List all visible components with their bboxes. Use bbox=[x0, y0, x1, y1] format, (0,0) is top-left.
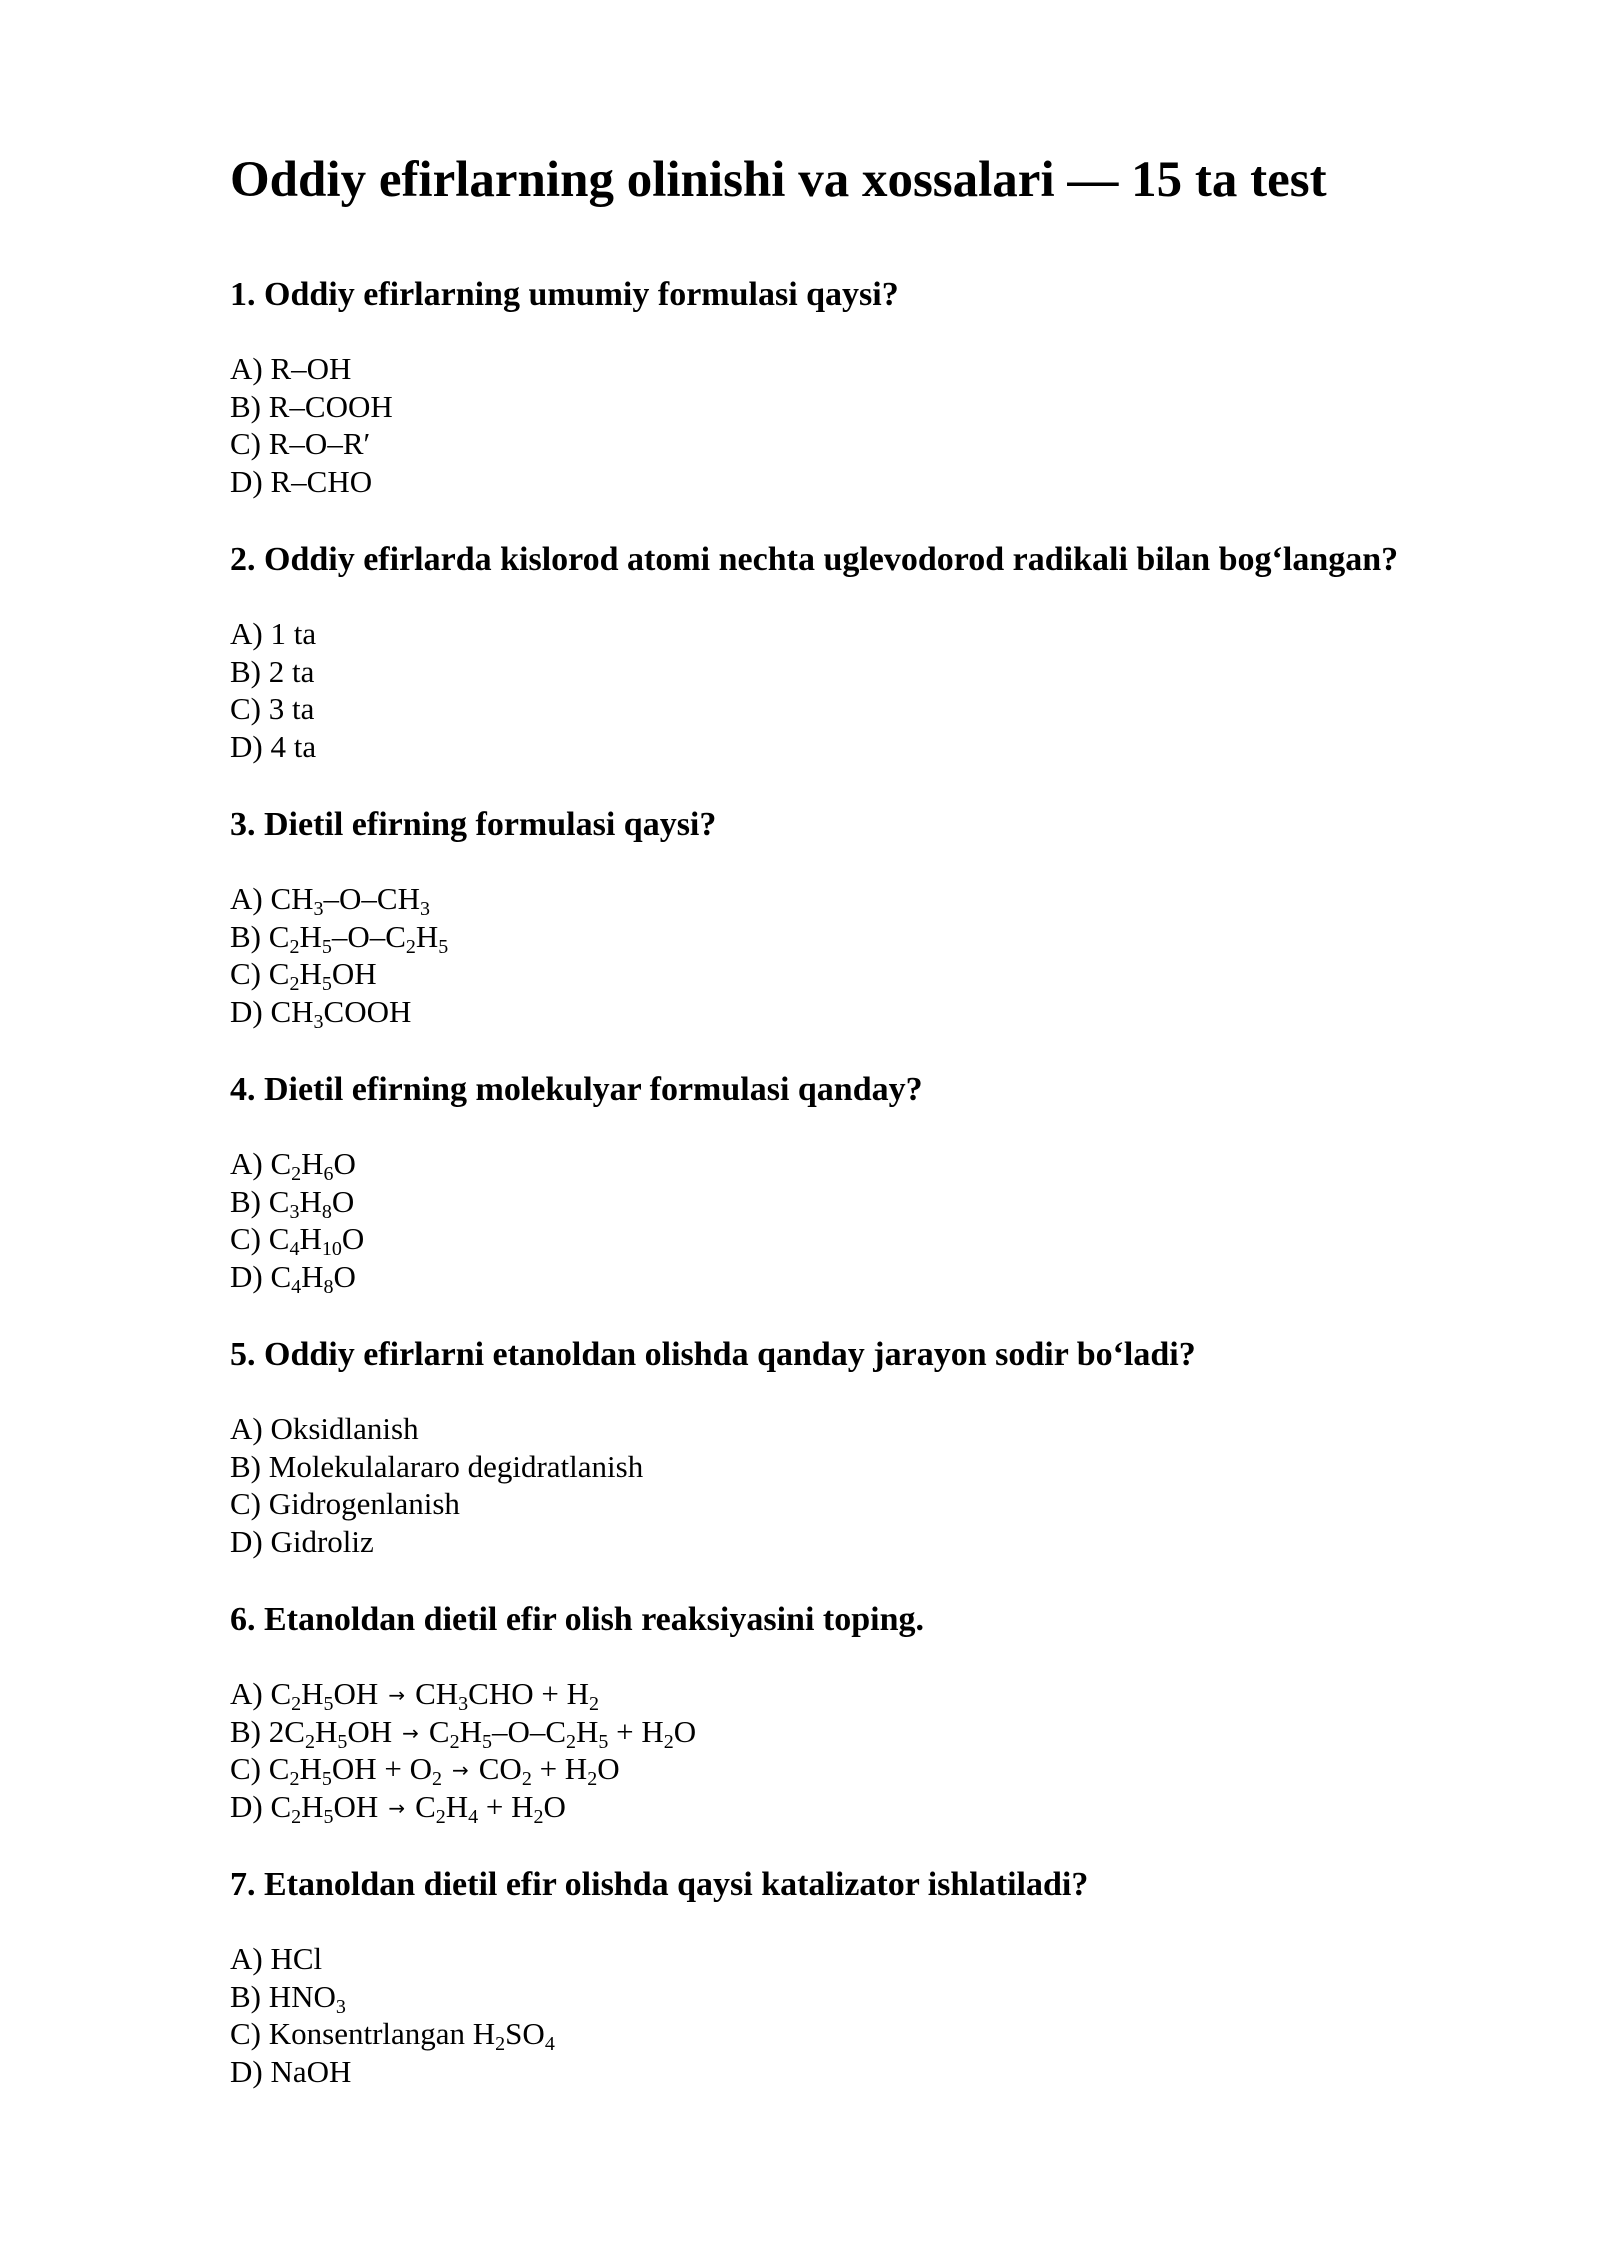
formula-text: R–CHO bbox=[270, 463, 373, 499]
formula-text: Gidroliz bbox=[270, 1523, 374, 1559]
question-text: 4. Dietil efirning molekulyar formulasi qanday? bbox=[230, 1071, 923, 1108]
option-letter: A) bbox=[230, 1146, 263, 1181]
option-text bbox=[269, 1449, 643, 1484]
subscript: 2 bbox=[533, 1805, 544, 1828]
option-text bbox=[270, 729, 316, 764]
formula-text: + H bbox=[608, 1713, 664, 1749]
formula-text: OH + O bbox=[331, 1751, 432, 1786]
subscript: 3 bbox=[458, 1693, 469, 1715]
option-b bbox=[230, 1978, 555, 2016]
option-text bbox=[269, 426, 371, 461]
subscript: 6 bbox=[323, 1163, 334, 1185]
subscript: 5 bbox=[337, 1730, 348, 1753]
subscript: 2 bbox=[663, 1730, 674, 1753]
option-text bbox=[270, 1941, 322, 1976]
formula-text: Gidrogenlanish bbox=[268, 1486, 460, 1521]
option-text bbox=[268, 2016, 555, 2055]
subscript: 2 bbox=[589, 1693, 599, 1715]
option-text bbox=[268, 1978, 346, 2018]
formula-text: –O–C bbox=[491, 1713, 567, 1749]
option-a bbox=[230, 615, 316, 653]
option-letter: D) bbox=[230, 1523, 263, 1559]
subscript: 3 bbox=[313, 1010, 324, 1033]
option-text bbox=[270, 881, 430, 920]
question-text: 5. Oddiy efirlarni etanoldan olishda qanday jarayon sodir bo‘ladi? bbox=[230, 1336, 1196, 1373]
option-letter: B) bbox=[230, 1183, 261, 1219]
formula-text: C bbox=[415, 1788, 436, 1824]
subscript: 2 bbox=[289, 1768, 300, 1790]
option-text bbox=[269, 691, 315, 726]
formula-text: –O–C bbox=[331, 918, 406, 954]
option-letter: B) bbox=[230, 1448, 261, 1484]
formula-text: + H bbox=[478, 1788, 534, 1824]
subscript: 5 bbox=[598, 1730, 609, 1753]
formula-text: C bbox=[270, 1258, 292, 1294]
subscript: 2 bbox=[291, 1693, 302, 1715]
option-text bbox=[270, 1788, 566, 1828]
subscript: 4 bbox=[289, 1238, 300, 1260]
option-letter: D) bbox=[230, 728, 263, 764]
option-letter: C) bbox=[230, 2016, 261, 2051]
option-letter: A) bbox=[230, 1411, 263, 1446]
option-list bbox=[230, 350, 393, 500]
option-text bbox=[270, 1411, 418, 1446]
formula-text: OH bbox=[331, 956, 377, 991]
formula-text: C bbox=[268, 1183, 290, 1219]
formula-text: HNO bbox=[268, 1978, 336, 2014]
option-c bbox=[230, 425, 393, 463]
subscript: 2 bbox=[291, 1805, 302, 1828]
option-text bbox=[270, 616, 316, 651]
formula-text: H bbox=[301, 1788, 324, 1824]
subscript: 3 bbox=[335, 1995, 346, 2018]
subscript: 2 bbox=[405, 935, 416, 958]
formula-text: C bbox=[270, 1788, 292, 1824]
option-b bbox=[230, 1713, 696, 1751]
formula-text: 4 ta bbox=[270, 728, 317, 764]
option-letter: C) bbox=[230, 691, 261, 726]
option-b bbox=[230, 1183, 364, 1221]
question-5 bbox=[230, 1335, 1196, 1559]
option-c bbox=[230, 955, 448, 993]
formula-text: H bbox=[314, 1713, 338, 1749]
subscript: 5 bbox=[481, 1730, 492, 1753]
option-d bbox=[230, 2053, 555, 2091]
question-4 bbox=[230, 1070, 923, 1298]
formula-text: COOH bbox=[323, 993, 412, 1029]
formula-text: H bbox=[301, 1676, 324, 1711]
question-1 bbox=[230, 275, 899, 499]
option-a bbox=[230, 1410, 643, 1448]
subscript: 3 bbox=[420, 898, 430, 920]
option-text bbox=[270, 1146, 356, 1185]
formula-text: H bbox=[415, 918, 439, 954]
option-d bbox=[230, 1788, 696, 1826]
option-text bbox=[270, 1676, 599, 1715]
option-letter: A) bbox=[230, 1941, 263, 1976]
option-letter: D) bbox=[230, 2053, 263, 2089]
option-a bbox=[230, 1675, 696, 1713]
option-c bbox=[230, 1485, 643, 1523]
option-a bbox=[230, 1940, 555, 1978]
subscript: 5 bbox=[321, 935, 332, 958]
formula-text: C bbox=[268, 956, 290, 991]
subscript: 8 bbox=[321, 1200, 332, 1223]
formula-text: H bbox=[301, 1258, 324, 1294]
option-letter: D) bbox=[230, 1788, 263, 1824]
question-2 bbox=[230, 540, 1399, 764]
formula-text: H bbox=[299, 918, 322, 954]
formula-text: R–OH bbox=[270, 351, 352, 386]
option-letter: A) bbox=[230, 1676, 263, 1711]
option-text bbox=[270, 351, 351, 386]
subscript: 2 bbox=[449, 1730, 460, 1753]
subscript: 5 bbox=[323, 1805, 334, 1828]
option-text bbox=[268, 1221, 365, 1260]
option-text bbox=[268, 1183, 355, 1223]
subscript: 3 bbox=[289, 1200, 300, 1223]
option-text bbox=[270, 993, 412, 1033]
arrow-right-icon: → bbox=[388, 1683, 406, 1707]
subscript: 4 bbox=[544, 2033, 555, 2055]
formula-text: CHO + H bbox=[468, 1676, 589, 1711]
option-text bbox=[270, 1258, 356, 1298]
subscript: 3 bbox=[313, 898, 324, 920]
subscript: 4 bbox=[291, 1275, 302, 1298]
option-text bbox=[269, 654, 315, 689]
option-c bbox=[230, 690, 316, 728]
subscript: 2 bbox=[566, 1730, 577, 1753]
option-list bbox=[230, 615, 316, 765]
option-d bbox=[230, 993, 448, 1031]
formula-text: Oksidlanish bbox=[270, 1411, 419, 1446]
subscript: 10 bbox=[321, 1238, 342, 1260]
question-text: 7. Etanoldan dietil efir olishda qaysi katalizator ishlatiladi? bbox=[230, 1866, 1089, 1903]
question-6 bbox=[230, 1600, 924, 1828]
subscript: 2 bbox=[304, 1730, 315, 1753]
option-text bbox=[270, 1524, 373, 1559]
option-list bbox=[230, 880, 449, 1033]
subscript: 2 bbox=[431, 1768, 442, 1790]
option-b bbox=[230, 388, 393, 426]
option-list bbox=[230, 1940, 555, 2090]
formula-text: C bbox=[428, 1713, 450, 1749]
formula-text: C bbox=[268, 1751, 290, 1786]
formula-text: R–O–R′ bbox=[268, 426, 371, 461]
option-text bbox=[269, 1486, 460, 1521]
formula-text: H bbox=[299, 1751, 322, 1786]
formula-text: 2C bbox=[268, 1713, 305, 1749]
option-letter: C) bbox=[230, 426, 261, 461]
option-text bbox=[268, 1713, 697, 1753]
question-text: 1. Oddiy efirlarning umumiy formulasi qaysi? bbox=[230, 276, 899, 313]
formula-text: + H bbox=[531, 1751, 588, 1786]
formula-text: Molekulalararo degidratlanish bbox=[268, 1448, 644, 1484]
option-a bbox=[230, 1145, 364, 1183]
option-b bbox=[230, 653, 316, 691]
arrow-right-icon: → bbox=[451, 1758, 469, 1782]
option-letter: C) bbox=[230, 1221, 261, 1256]
subscript: 4 bbox=[468, 1805, 479, 1828]
option-d bbox=[230, 463, 393, 501]
formula-text: C bbox=[268, 1221, 290, 1256]
formula-text: R–COOH bbox=[268, 388, 393, 424]
document-page bbox=[230, 150, 1570, 2089]
formula-text: C bbox=[268, 918, 290, 954]
option-d bbox=[230, 1523, 643, 1561]
page-title: Oddiy efirlarning olinishi va xossalari — 15 ta test bbox=[230, 152, 1327, 208]
option-letter: C) bbox=[230, 1751, 261, 1786]
option-text bbox=[268, 956, 377, 995]
option-letter: B) bbox=[230, 653, 261, 689]
option-letter: D) bbox=[230, 1258, 263, 1294]
arrow-right-icon: → bbox=[388, 1795, 406, 1820]
formula-text: CH bbox=[270, 881, 314, 916]
option-letter: C) bbox=[230, 956, 261, 991]
subscript: 2 bbox=[435, 1805, 446, 1828]
formula-text: H bbox=[576, 1713, 599, 1749]
formula-text: Konsentrlangan H bbox=[268, 2016, 496, 2051]
question-3 bbox=[230, 805, 717, 1033]
question-text: 6. Etanoldan dietil efir olish reaksiyasini toping. bbox=[230, 1601, 924, 1638]
formula-text: 1 ta bbox=[270, 616, 317, 651]
option-list bbox=[230, 1145, 365, 1298]
formula-text: H bbox=[301, 1146, 324, 1181]
subscript: 2 bbox=[521, 1768, 532, 1790]
formula-text: CO bbox=[478, 1751, 522, 1786]
formula-text: H bbox=[299, 1221, 322, 1256]
question-7 bbox=[230, 1865, 1089, 2089]
question-text: 2. Oddiy efirlarda kislorod atomi nechta uglevodorod radikali bilan bog‘langan? bbox=[230, 541, 1399, 578]
formula-text: SO bbox=[505, 2016, 545, 2051]
option-letter: B) bbox=[230, 918, 261, 954]
option-list bbox=[230, 1675, 697, 1828]
formula-text: –O–CH bbox=[323, 881, 420, 916]
formula-text: H bbox=[445, 1788, 469, 1824]
option-letter: C) bbox=[230, 1486, 261, 1521]
formula-text: O bbox=[333, 1258, 356, 1294]
option-text bbox=[269, 389, 393, 424]
subscript: 2 bbox=[289, 935, 300, 958]
subscript: 5 bbox=[438, 935, 449, 958]
formula-text: H bbox=[299, 956, 322, 991]
option-letter: D) bbox=[230, 993, 263, 1029]
option-list bbox=[230, 1410, 643, 1560]
option-letter: B) bbox=[230, 1713, 261, 1749]
formula-text: H bbox=[299, 1183, 322, 1219]
subscript: 2 bbox=[587, 1768, 598, 1790]
option-b bbox=[230, 1448, 643, 1486]
formula-text: NaOH bbox=[270, 2053, 352, 2089]
formula-text: O bbox=[341, 1221, 365, 1256]
formula-text: C bbox=[270, 1146, 292, 1181]
option-a bbox=[230, 350, 393, 388]
formula-text: 3 ta bbox=[268, 691, 315, 726]
option-d bbox=[230, 1258, 364, 1296]
option-letter: B) bbox=[230, 1978, 261, 2014]
option-text bbox=[268, 918, 449, 958]
option-letter: A) bbox=[230, 881, 263, 916]
option-text bbox=[270, 464, 372, 499]
subscript: 5 bbox=[323, 1693, 334, 1715]
option-d bbox=[230, 728, 316, 766]
subscript: 2 bbox=[495, 2033, 506, 2055]
formula-text: C bbox=[270, 1676, 292, 1711]
formula-text: CH bbox=[415, 1676, 459, 1711]
option-c bbox=[230, 1750, 696, 1788]
arrow-right-icon: → bbox=[402, 1720, 419, 1745]
option-letter: A) bbox=[230, 616, 263, 651]
formula-text: H bbox=[459, 1713, 482, 1749]
formula-text: OH bbox=[347, 1713, 393, 1749]
option-text bbox=[268, 1751, 620, 1790]
subscript: 5 bbox=[321, 973, 332, 995]
formula-text: HCl bbox=[270, 1941, 323, 1976]
option-letter: B) bbox=[230, 388, 261, 424]
question-text: 3. Dietil efirning formulasi qaysi? bbox=[230, 806, 717, 843]
option-a bbox=[230, 880, 448, 918]
option-text bbox=[270, 2054, 351, 2089]
formula-text: OH bbox=[333, 1676, 379, 1711]
subscript: 2 bbox=[291, 1163, 302, 1185]
subscript: 5 bbox=[321, 1768, 332, 1790]
subscript: 2 bbox=[289, 973, 300, 995]
option-letter: A) bbox=[230, 351, 263, 386]
formula-text: O bbox=[331, 1183, 355, 1219]
formula-text: O bbox=[597, 1751, 620, 1786]
formula-text: O bbox=[333, 1146, 356, 1181]
formula-text: O bbox=[543, 1788, 566, 1824]
formula-text: O bbox=[673, 1713, 697, 1749]
option-c bbox=[230, 2015, 555, 2053]
option-letter: D) bbox=[230, 463, 263, 499]
formula-text: OH bbox=[333, 1788, 379, 1824]
option-b bbox=[230, 918, 448, 956]
formula-text: CH bbox=[270, 993, 314, 1029]
option-c bbox=[230, 1220, 364, 1258]
formula-text: 2 ta bbox=[268, 653, 315, 689]
subscript: 8 bbox=[323, 1275, 334, 1298]
